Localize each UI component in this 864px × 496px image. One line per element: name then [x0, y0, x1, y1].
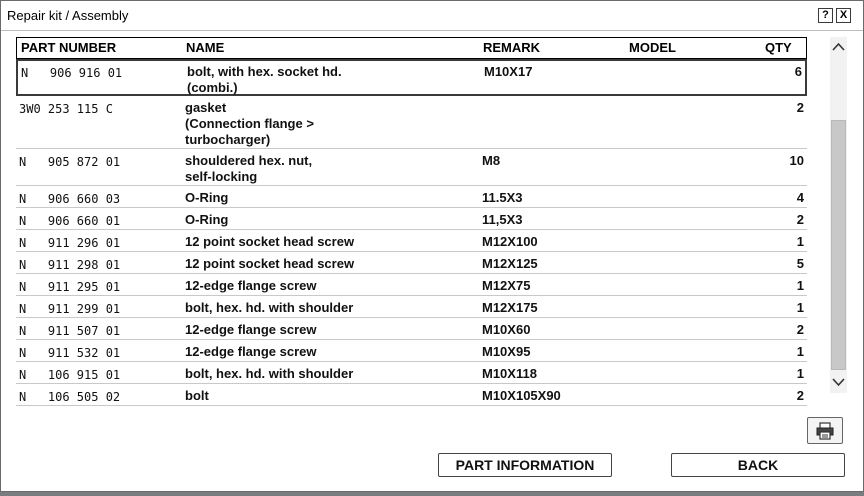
print-button[interactable] — [807, 417, 843, 444]
help-button[interactable]: ? — [818, 8, 833, 23]
table-header — [16, 37, 807, 59]
table-row[interactable] — [16, 96, 807, 149]
name-cell: bolt, hex. hd. with shoulder — [185, 300, 354, 315]
remark-cell: M8 — [482, 153, 501, 168]
name-cell: 12 point socket head screw — [185, 234, 355, 249]
table-row[interactable] — [16, 318, 807, 340]
chevron-up-icon[interactable] — [831, 39, 846, 57]
remark-cell: M12X125 — [482, 256, 538, 271]
remark-cell: 11,5X3 — [482, 212, 523, 227]
part-number-cell: N 911 298 01 — [19, 258, 121, 272]
part-number-cell: N 906 660 03 — [19, 192, 121, 206]
name-cell: 12 point socket head screw — [185, 256, 355, 271]
name-cell: bolt, with hex. socket hd. (combi.) — [187, 64, 342, 95]
qty-cell: 6 — [794, 64, 802, 79]
remark-cell: M10X95 — [482, 344, 531, 359]
part-number-cell: N 905 872 01 — [19, 155, 121, 169]
part-number-cell: N 911 532 01 — [19, 346, 121, 360]
vertical-scrollbar[interactable] — [830, 37, 847, 393]
parts-table — [16, 37, 807, 409]
qty-cell: 1 — [796, 344, 804, 359]
qty-cell: 1 — [796, 234, 804, 249]
window-title: Repair kit / Assembly — [7, 8, 129, 23]
table-row[interactable] — [16, 149, 807, 186]
qty-cell: 1 — [796, 300, 804, 315]
part-number-cell: 3W0 253 115 C — [19, 102, 113, 116]
part-number-cell: N 906 916 01 — [21, 66, 123, 80]
scrollbar-thumb[interactable] — [831, 120, 846, 370]
qty-cell: 5 — [796, 256, 804, 271]
table-row[interactable] — [16, 59, 807, 96]
qty-cell: 2 — [796, 388, 804, 403]
remark-cell: M10X105X90 — [482, 388, 561, 403]
name-cell: bolt, hex. hd. with shoulder — [185, 366, 354, 381]
remark-cell: M12X175 — [482, 300, 538, 315]
name-cell: 12-edge flange screw — [185, 322, 317, 337]
name-cell: O-Ring — [185, 190, 229, 205]
table-row[interactable] — [16, 186, 807, 208]
part-number-cell: N 911 299 01 — [19, 302, 121, 316]
table-body — [16, 59, 807, 406]
header-model: MODEL — [629, 40, 676, 55]
chevron-down-icon[interactable] — [831, 374, 846, 392]
name-cell: gasket (Connection flange > turbocharger) — [185, 100, 314, 147]
qty-cell: 1 — [796, 366, 804, 381]
header-part-number: PART NUMBER — [21, 40, 117, 55]
table-row[interactable] — [16, 384, 807, 406]
table-row[interactable] — [16, 230, 807, 252]
name-cell: shouldered hex. nut, self-locking — [185, 153, 313, 184]
remark-cell: M10X17 — [484, 64, 533, 79]
part-number-cell: N 106 505 02 — [19, 390, 121, 404]
table-row[interactable] — [16, 208, 807, 230]
name-cell: bolt — [185, 388, 209, 403]
qty-cell: 4 — [796, 190, 804, 205]
remark-cell: M12X100 — [482, 234, 538, 249]
part-number-cell: N 911 296 01 — [19, 236, 121, 250]
remark-cell: M12X75 — [482, 278, 531, 293]
name-cell: O-Ring — [185, 212, 229, 227]
name-cell: 12-edge flange screw — [185, 278, 317, 293]
table-row[interactable] — [16, 296, 807, 318]
close-button[interactable]: X — [836, 8, 851, 23]
part-number-cell: N 911 507 01 — [19, 324, 121, 338]
table-row[interactable] — [16, 274, 807, 296]
remark-cell: M10X118 — [482, 366, 537, 381]
part-information-button[interactable]: PART INFORMATION — [438, 453, 612, 477]
part-number-cell: N 911 295 01 — [19, 280, 121, 294]
header-qty: QTY — [765, 40, 792, 55]
table-row[interactable] — [16, 340, 807, 362]
qty-cell: 10 — [789, 153, 804, 168]
part-number-cell: N 106 915 01 — [19, 368, 121, 382]
qty-cell: 2 — [796, 100, 804, 115]
back-button[interactable]: BACK — [671, 453, 845, 477]
qty-cell: 2 — [796, 322, 804, 337]
printer-icon — [816, 422, 834, 440]
part-number-cell: N 906 660 01 — [19, 214, 121, 228]
table-row[interactable] — [16, 252, 807, 274]
remark-cell: M10X60 — [482, 322, 531, 337]
qty-cell: 1 — [796, 278, 804, 293]
name-cell: 12-edge flange screw — [185, 344, 317, 359]
header-name: NAME — [186, 40, 225, 55]
title-bar — [1, 1, 863, 31]
header-remark: REMARK — [483, 40, 541, 55]
qty-cell: 2 — [796, 212, 804, 227]
remark-cell: 11.5X3 — [482, 190, 523, 205]
table-row[interactable] — [16, 362, 807, 384]
